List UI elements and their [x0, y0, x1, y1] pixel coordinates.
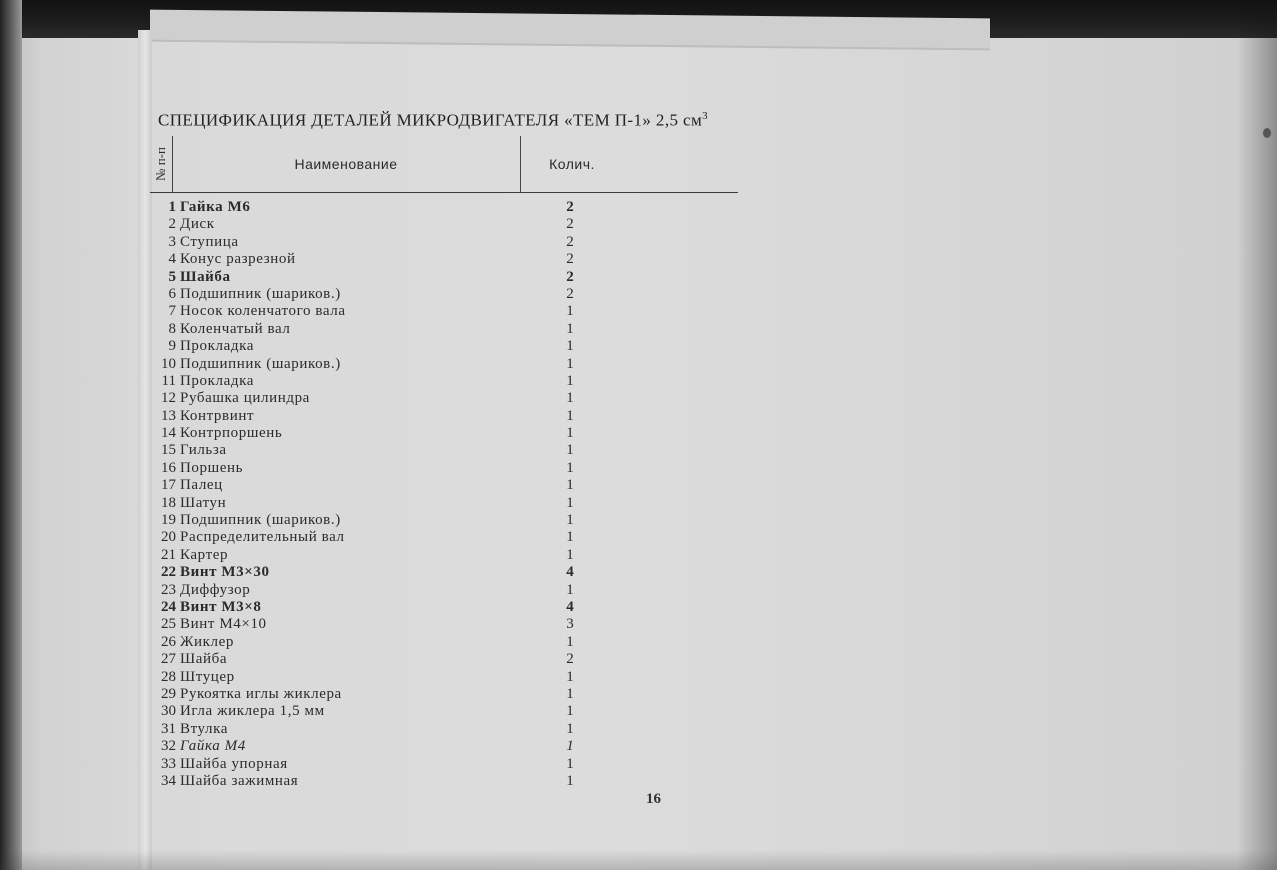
row-number: 28	[161, 668, 176, 685]
part-name: Контрвинт	[180, 407, 255, 424]
part-quantity: 1	[566, 772, 574, 789]
part-quantity: 4	[566, 598, 574, 615]
table-row	[150, 721, 610, 738]
part-name: Рубашка цилиндра	[180, 390, 310, 407]
part-quantity: 1	[566, 355, 574, 372]
part-quantity: 2	[566, 651, 574, 668]
table-row	[150, 756, 610, 773]
table-row	[150, 321, 610, 338]
header-number: № п-п	[153, 147, 168, 181]
row-number: 21	[161, 546, 176, 563]
table-row	[150, 216, 610, 233]
row-number: 1	[168, 199, 176, 215]
table-row	[150, 669, 610, 686]
parts-list	[150, 199, 610, 790]
table-row	[150, 599, 610, 616]
row-number: 12	[161, 390, 176, 407]
part-quantity: 1	[566, 390, 574, 407]
row-number: 17	[161, 477, 176, 494]
part-name: Штуцер	[180, 668, 235, 685]
row-number: 9	[168, 338, 176, 355]
title-unit-exponent: 3	[702, 110, 709, 122]
row-number: 7	[168, 303, 176, 320]
part-quantity: 1	[566, 546, 574, 563]
row-number: 31	[161, 720, 176, 737]
table-row	[150, 303, 610, 320]
part-quantity: 1	[566, 755, 574, 772]
part-quantity: 1	[566, 738, 574, 755]
part-quantity: 1	[566, 685, 574, 702]
part-quantity: 1	[566, 720, 574, 737]
table-row	[150, 199, 610, 216]
row-number: 27	[161, 651, 176, 668]
table-row	[150, 703, 610, 720]
header-number-cell	[150, 136, 173, 192]
part-quantity: 3	[566, 616, 574, 633]
part-name: Гайка М6	[180, 199, 251, 215]
row-number: 14	[161, 425, 176, 442]
table-row	[150, 442, 610, 459]
row-number: 5	[168, 268, 176, 285]
table-row	[150, 564, 610, 581]
row-number: 18	[161, 494, 176, 511]
row-number: 32	[161, 738, 176, 755]
row-number: 19	[161, 512, 176, 529]
table-row	[150, 512, 610, 529]
part-quantity: 1	[566, 529, 574, 546]
part-quantity: 1	[566, 320, 574, 337]
part-name: Коленчатый вал	[180, 320, 291, 337]
part-name: Гильза	[180, 442, 227, 459]
part-name: Поршень	[180, 459, 244, 476]
table-row	[150, 582, 610, 599]
part-name: Подшипник (шариков.)	[180, 512, 341, 529]
table-row	[150, 251, 610, 268]
part-name: Диск	[180, 216, 215, 233]
part-name: Игла жиклера 1,5 мм	[180, 703, 325, 720]
part-quantity: 1	[566, 407, 574, 424]
row-number: 25	[161, 616, 176, 633]
row-number: 33	[161, 755, 176, 772]
part-name: Подшипник (шариков.)	[180, 285, 341, 302]
part-quantity: 1	[566, 512, 574, 529]
row-number: 4	[168, 251, 176, 268]
part-name: Подшипник (шариков.)	[180, 355, 341, 372]
table-row	[150, 338, 610, 355]
part-name: Шатун	[180, 494, 227, 511]
header-quantity: Колич.	[549, 156, 595, 172]
row-number: 20	[161, 529, 176, 546]
row-number: 30	[161, 703, 176, 720]
part-quantity: 1	[566, 494, 574, 511]
part-quantity: 2	[566, 285, 574, 302]
table-row	[150, 616, 610, 633]
scan-bottom-shadow	[0, 850, 1277, 870]
part-name: Винт М3×30	[180, 564, 270, 581]
part-name: Жиклер	[180, 633, 234, 650]
title-text: СПЕЦИФИКАЦИЯ ДЕТАЛЕЙ МИКРОДВИГАТЕЛЯ «ТЕМ П-1» 2,5 см	[158, 110, 703, 130]
table-row	[150, 738, 610, 755]
part-name: Гайка М4	[180, 738, 246, 755]
table-row	[150, 373, 610, 390]
row-number: 8	[168, 320, 176, 337]
table-row	[150, 773, 610, 790]
table-row	[150, 495, 610, 512]
part-name: Распределительный вал	[180, 529, 345, 546]
table-row	[150, 408, 610, 425]
part-name: Прокладка	[180, 338, 255, 355]
row-number: 2	[168, 216, 176, 233]
row-number: 6	[168, 285, 176, 302]
part-quantity: 1	[566, 633, 574, 650]
part-quantity: 1	[566, 338, 574, 355]
table-row	[150, 529, 610, 546]
table-row	[150, 269, 610, 286]
part-name: Винт М3×8	[180, 598, 262, 615]
part-quantity: 1	[566, 703, 574, 720]
part-name: Шайба	[180, 268, 231, 285]
row-number: 26	[161, 633, 176, 650]
document-title	[158, 110, 818, 131]
table-row	[150, 356, 610, 373]
part-name: Палец	[180, 477, 223, 494]
part-quantity: 1	[566, 425, 574, 442]
part-name: Шайба зажимная	[180, 772, 299, 789]
row-number: 10	[161, 355, 176, 372]
part-name: Картер	[180, 546, 229, 563]
page-number: 16	[646, 791, 661, 807]
row-number: 16	[161, 459, 176, 476]
table-row	[150, 425, 610, 442]
part-name: Диффузор	[180, 581, 251, 598]
part-name: Шайба упорная	[180, 755, 288, 772]
row-number: 22	[161, 564, 176, 581]
table-row	[150, 390, 610, 407]
row-number: 24	[161, 598, 176, 615]
part-name: Прокладка	[180, 372, 255, 389]
scan-left-shadow	[0, 0, 22, 870]
row-number: 23	[161, 581, 176, 598]
part-quantity: 4	[566, 564, 574, 581]
part-name: Носок коленчатого вала	[180, 303, 346, 320]
table-row	[150, 686, 610, 703]
part-name: Втулка	[180, 720, 229, 737]
table-row	[150, 460, 610, 477]
part-quantity: 2	[566, 268, 574, 285]
table-row	[150, 634, 610, 651]
scan-right-shadow	[1237, 0, 1277, 870]
part-name: Рукоятка иглы жиклера	[180, 685, 342, 702]
part-quantity: 1	[566, 303, 574, 320]
table-row	[150, 286, 610, 303]
table-row	[150, 234, 610, 251]
part-quantity: 1	[566, 459, 574, 476]
part-name: Конус разрезной	[180, 251, 296, 268]
table-row	[150, 651, 610, 668]
ink-blot	[1263, 128, 1271, 138]
row-number: 13	[161, 407, 176, 424]
row-number: 11	[161, 372, 176, 389]
header-name: Наименование	[172, 136, 521, 192]
part-quantity: 2	[566, 216, 574, 233]
part-quantity: 1	[566, 668, 574, 685]
part-name: Шайба	[180, 651, 228, 668]
table-row	[150, 477, 610, 494]
part-quantity: 1	[566, 372, 574, 389]
part-quantity: 2	[566, 199, 574, 215]
part-quantity: 1	[566, 442, 574, 459]
part-name: Винт М4×10	[180, 616, 267, 633]
part-name: Контрпоршень	[180, 425, 283, 442]
part-quantity: 2	[566, 233, 574, 250]
part-name: Ступица	[180, 233, 239, 250]
part-quantity: 2	[566, 251, 574, 268]
part-quantity: 1	[566, 477, 574, 494]
row-number: 29	[161, 685, 176, 702]
row-number: 34	[161, 772, 176, 789]
row-number: 3	[168, 233, 176, 250]
row-number: 15	[161, 442, 176, 459]
part-quantity: 1	[566, 581, 574, 598]
table-row	[150, 547, 610, 564]
table-header	[150, 136, 738, 193]
